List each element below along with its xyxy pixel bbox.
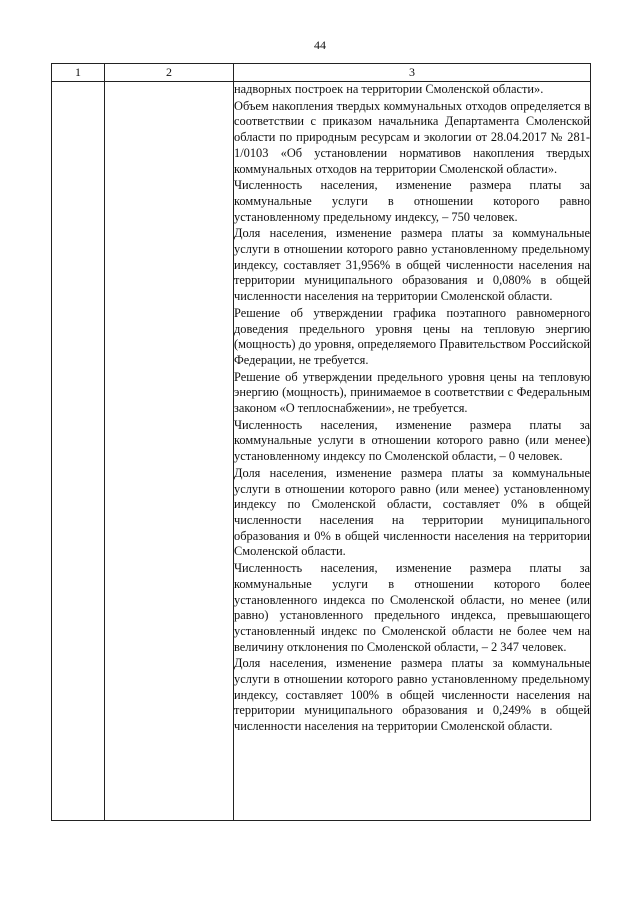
paragraph: Решение об утверждении предельного уровня цены на тепловую энергию (мощность), принимаемое в соответствии с Федеральным законом «О теплоснабжении», не требуется. [234, 369, 590, 416]
column-2-cell [105, 82, 234, 821]
column-1-cell [52, 82, 105, 821]
paragraph: Доля населения, изменение размера платы за коммунальные услуги в отношении которого равно установленному предельному индексу, составляет 31,956% в общей численности населения на территории муниципального образования и 0,080% в общей численности населения на территории Смоленской области. [234, 226, 590, 304]
paragraph: Объем накопления твердых коммунальных отходов определяется в соответствии с приказом начальника Департамента Смоленской области по природным ресурсам и экологии от 28.04.2017 № 281-1/0103 «Об установлении нормативов накопления твердых коммунальных отходов на территории Смоленской области». [234, 98, 590, 176]
paragraph: Численность населения, изменение размера платы за коммунальные услуги в отношении которого более установленного индекса по Смоленской области, но менее (или равно) установленного предельного индекса, превышающего установленный индекс по Смоленской области не более чем на величину отклонения по Смоленской области, – 2 347 человек. [234, 561, 590, 654]
column-header-1: 1 [52, 64, 105, 82]
table-row [52, 82, 591, 821]
column-header-3: 3 [234, 64, 591, 82]
paragraph: Численность населения, изменение размера платы за коммунальные услуги в отношении которого равно установленному предельному индексу, – 750 человек. [234, 178, 590, 224]
paragraph: Решение об утверждении графика поэтапного равномерного доведения предельного уровня цены на тепловую энергию (мощность) до уровня, определяемого Правительством Российской Федерации, не требуется. [234, 305, 590, 367]
page-number: 44 [314, 38, 326, 52]
paragraph: Доля населения, изменение размера платы за коммунальные услуги в отношении которого равно установленному предельному индексу, составляет 100% в общей численности населения на территории муниципального образования и 0,249% в общей численности населения на территории Смоленской области. [234, 656, 590, 734]
column-3-cell [234, 82, 591, 821]
table-header-row [52, 64, 591, 82]
paragraph: Численность населения, изменение размера платы за коммунальные услуги в отношении которого равно (или менее) установленному индексу по Смоленской области, – 0 человек. [234, 417, 590, 464]
column-header-2: 2 [105, 64, 234, 82]
paragraph: надворных построек на территории Смоленской области». [234, 82, 544, 96]
paragraph: Доля населения, изменение размера платы за коммунальные услуги в отношении которого равно (или менее) установленному индексу по Смоленской области, составляет 0% в общей численности населения на территории муниципального образования и 0% в общей численности населения на территории Смоленской области. [234, 465, 590, 559]
document-table [51, 63, 591, 821]
